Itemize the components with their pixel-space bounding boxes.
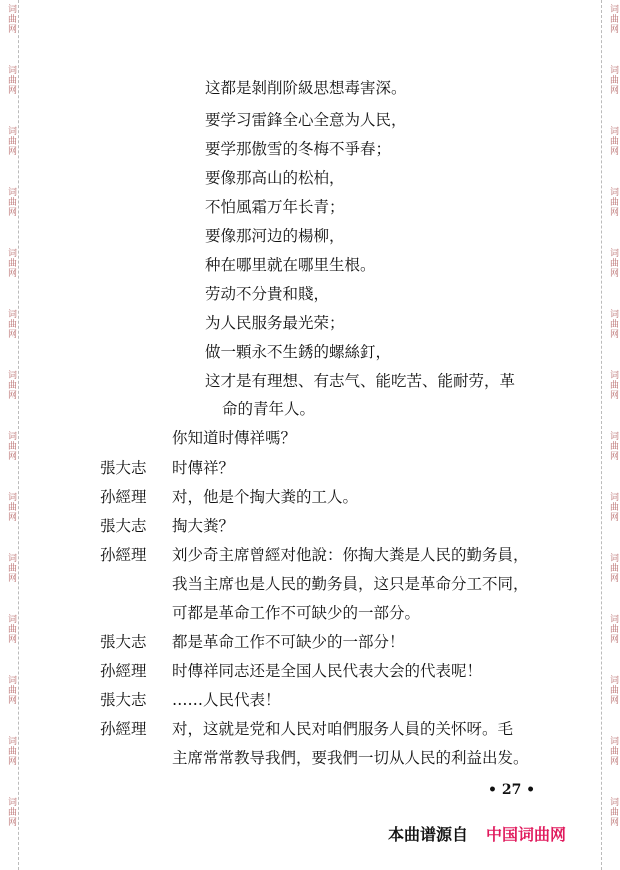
margin-watermark: 词曲网 <box>608 553 618 583</box>
speaker-name: 孙經理 <box>100 662 147 680</box>
speaker-name: 張大志 <box>100 459 147 477</box>
verse-line: 劳动不分貴和賤， <box>205 285 330 303</box>
margin-watermark: 词曲网 <box>6 614 16 644</box>
margin-watermark: 词曲网 <box>608 4 618 34</box>
margin-watermark: 词曲网 <box>608 614 618 644</box>
site-brand-link[interactable]: 中国词曲网 <box>486 825 567 844</box>
speaker-name: 孙經理 <box>100 546 147 564</box>
verse-line: 不怕風霜万年长青； <box>205 198 345 216</box>
dialogue-line: 时傳祥？ <box>172 459 235 477</box>
verse-line: 这才是有理想、有志气、能吃苦、能耐劳，革 <box>205 372 516 390</box>
margin-watermark: 词曲网 <box>608 370 618 400</box>
verse-line: 要学习雷鋒全心全意为人民， <box>205 111 407 129</box>
margin-watermark: 词曲网 <box>6 797 16 827</box>
margin-watermark: 词曲网 <box>608 65 618 95</box>
verse-line: 要像那河边的楊柳， <box>205 227 345 245</box>
verse-line: 命的青年人。 <box>222 400 316 418</box>
dialogue-line: 对，他是个掏大粪的工人。 <box>172 488 359 506</box>
verse-line: 为人民服务最光荣； <box>205 314 345 332</box>
margin-watermark: 词曲网 <box>608 126 618 156</box>
verse-line: 这都是剝削阶級思想毒害深。 <box>205 79 407 97</box>
margin-watermark: 词曲网 <box>6 492 16 522</box>
margin-watermark: 词曲网 <box>6 126 16 156</box>
verse-line: 做一顆永不生銹的螺絲釘， <box>205 343 392 361</box>
margin-watermark: 词曲网 <box>6 553 16 583</box>
page-number: • 27 • <box>488 782 536 798</box>
margin-watermark: 词曲网 <box>6 370 16 400</box>
margin-watermark: 词曲网 <box>608 431 618 461</box>
margin-watermark: 词曲网 <box>6 675 16 705</box>
dialogue-line: 可都是革命工作不可缺少的一部分。 <box>172 604 421 622</box>
dialogue-line: 我当主席也是人民的勤务員，这只是革命分工不同， <box>172 575 529 593</box>
margin-watermark: 词曲网 <box>608 248 618 278</box>
margin-watermark: 词曲网 <box>608 309 618 339</box>
speaker-name: 孙經理 <box>100 488 147 506</box>
source-footer <box>388 822 566 845</box>
margin-watermark: 词曲网 <box>6 187 16 217</box>
margin-watermark: 词曲网 <box>6 309 16 339</box>
speaker-name: 孙經理 <box>100 720 147 738</box>
dialogue-line: 时傳祥同志还是全国人民代表大会的代表呢！ <box>172 662 483 680</box>
source-label: 本曲谱源自 <box>388 825 469 844</box>
margin-watermark: 词曲网 <box>608 797 618 827</box>
margin-watermark: 词曲网 <box>6 736 16 766</box>
speaker-name: 張大志 <box>100 517 147 535</box>
margin-watermark: 词曲网 <box>6 248 16 278</box>
verse-line: 你知道时傳祥嗎？ <box>172 429 297 447</box>
speaker-name: 張大志 <box>100 633 147 651</box>
margin-watermark: 词曲网 <box>608 675 618 705</box>
dialogue-line: 掏大粪？ <box>172 517 235 535</box>
margin-watermark: 词曲网 <box>608 187 618 217</box>
dialogue-line: ……人民代表！ <box>172 691 281 709</box>
margin-watermark: 词曲网 <box>608 492 618 522</box>
dialogue-line: 主席常常教导我們，要我們一切从人民的利益出发。 <box>172 749 529 767</box>
verse-line: 要像那高山的松柏， <box>205 169 345 187</box>
margin-watermark: 词曲网 <box>6 65 16 95</box>
margin-watermark: 词曲网 <box>6 4 16 34</box>
verse-line: 种在哪里就在哪里生根。 <box>205 256 376 274</box>
margin-watermark: 词曲网 <box>6 431 16 461</box>
verse-line: 要学那傲雪的冬梅不爭春； <box>205 140 392 158</box>
margin-watermark: 词曲网 <box>608 736 618 766</box>
dialogue-line: 都是革命工作不可缺少的一部分！ <box>172 633 405 651</box>
dialogue-line: 对，这就是党和人民对咱們服务人員的关怀呀。毛 <box>172 720 514 738</box>
speaker-name: 張大志 <box>100 691 147 709</box>
dialogue-line: 刘少奇主席曾經对他說：你掏大粪是人民的勤务員， <box>172 546 529 564</box>
